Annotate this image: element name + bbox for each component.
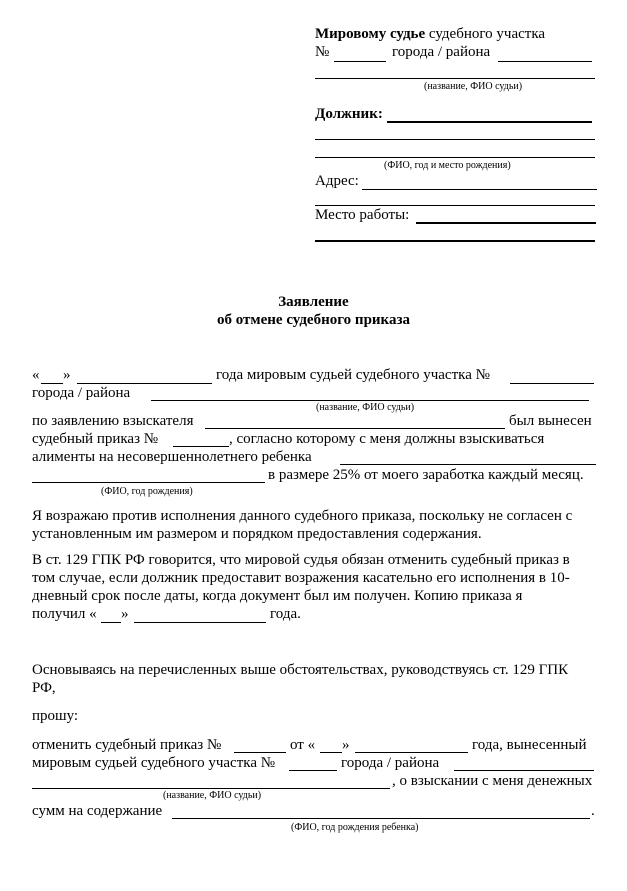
day-blank[interactable] [41,383,63,384]
month-year-blank[interactable] [77,383,212,384]
title-line-1: Заявление [278,294,349,310]
p3-line4b: года. [270,606,301,622]
child-blank-2[interactable] [32,482,265,483]
p1-line3b: был вынесен [509,413,592,429]
p6-court-blank[interactable] [32,788,390,789]
judge-name-line[interactable] [315,78,595,79]
p6-day-blank[interactable] [320,752,342,753]
p6-city-blank[interactable] [454,770,594,771]
received-date-blank[interactable] [134,622,266,623]
child-blank-1[interactable] [340,464,596,465]
judge-rest: судебного участка [428,26,546,42]
city-district-label: города / района [392,44,491,60]
p1-line3a: по заявлению взыскателя [32,413,194,429]
section-number-blank[interactable] [334,61,386,62]
p6-line2b: города / района [341,755,440,771]
p1-court-blank[interactable] [151,400,589,401]
title-line-2: об отмене судебного приказа [216,312,410,328]
debtor-line-2[interactable] [315,139,595,140]
work-label: Место работы: [315,207,410,223]
p1-section-blank[interactable] [510,383,594,384]
p6-section-blank[interactable] [289,770,337,771]
p2-line2: установленным им размером и порядком предоставления содержания. [32,526,482,542]
p1-line4b: , согласно которому с меня должны взыскиваться [229,431,545,447]
p1-child-caption: (ФИО, год рождения) [101,486,193,497]
p6-child-caption: (ФИО, год рождения ребенка) [291,822,419,833]
p3-line2: том случае, если должник предоставит возражения касательно его исполнения в 10- [32,570,570,586]
p6-judge-caption: (название, ФИО судьи) [163,790,262,801]
p6-line2a: мировым судьей судебного участка № [32,755,276,771]
p1-line2-text: города / района [32,385,131,401]
debtor-caption: (ФИО, год и место рождения) [384,160,511,171]
p6-line3: , о взыскании с меня денежных [392,773,593,789]
p4-line2: РФ, [32,680,56,696]
quote-close: » [63,367,71,383]
p6-date-blank[interactable] [355,752,468,753]
order-number-blank[interactable] [173,446,229,447]
work-line-2[interactable] [315,240,595,242]
received-day-blank[interactable] [101,622,121,623]
p2-line1: Я возражаю против исполнения данного судебного приказа, поскольку не согласен с [32,508,573,524]
p3-line1: В ст. 129 ГПК РФ говорится, что мировой судья обязан отменить судебный приказ в [32,552,570,568]
p3-line3: дневный срок после даты, когда документ был им получен. Копию приказа я [32,588,523,604]
p6-order-number-blank[interactable] [234,752,286,753]
request-word: прошу: [32,708,79,724]
p1-judge-caption: (название, ФИО судьи) [316,402,415,413]
claimant-blank[interactable] [205,428,505,429]
p1-line5: алименты на несовершеннолетнего ребенка [32,449,312,465]
work-line-1[interactable] [416,222,596,224]
city-district-blank[interactable] [498,61,592,62]
p1-line6: в размере 25% от моего заработка каждый месяц. [268,467,584,483]
judge-line [315,26,545,43]
debtor-label: Должник: [315,106,383,122]
p6-line4b: . [591,803,595,819]
p6-line1b: от « [290,737,316,753]
p6-line1a: отменить судебный приказ № [32,737,222,753]
section-number-label: № [315,44,330,60]
debtor-line-3[interactable] [315,157,595,158]
address-line-2[interactable] [315,205,595,206]
p6-line1c: года, вынесенный [472,737,587,753]
p6-child-blank[interactable] [172,818,590,819]
judge-caption: (название, ФИО судьи) [424,81,523,92]
quote-open: « [32,367,40,383]
p4-line1: Основываясь на перечисленных выше обстоятельствах, руководствуясь ст. 129 ГПК [32,662,569,678]
p6-line4a: сумм на содержание [32,803,163,819]
p1-line4a: судебный приказ № [32,431,159,447]
p3-line4a: получил « [32,606,97,622]
judge-label: Мировому судье [315,26,426,42]
quote-close-3: » [342,737,350,753]
quote-close-2: » [121,606,129,622]
debtor-name-line[interactable] [387,121,592,123]
p1-line1-text: года мировым судьей судебного участка № [216,367,490,383]
address-line-1[interactable] [362,189,597,190]
address-label: Адрес: [315,173,359,189]
